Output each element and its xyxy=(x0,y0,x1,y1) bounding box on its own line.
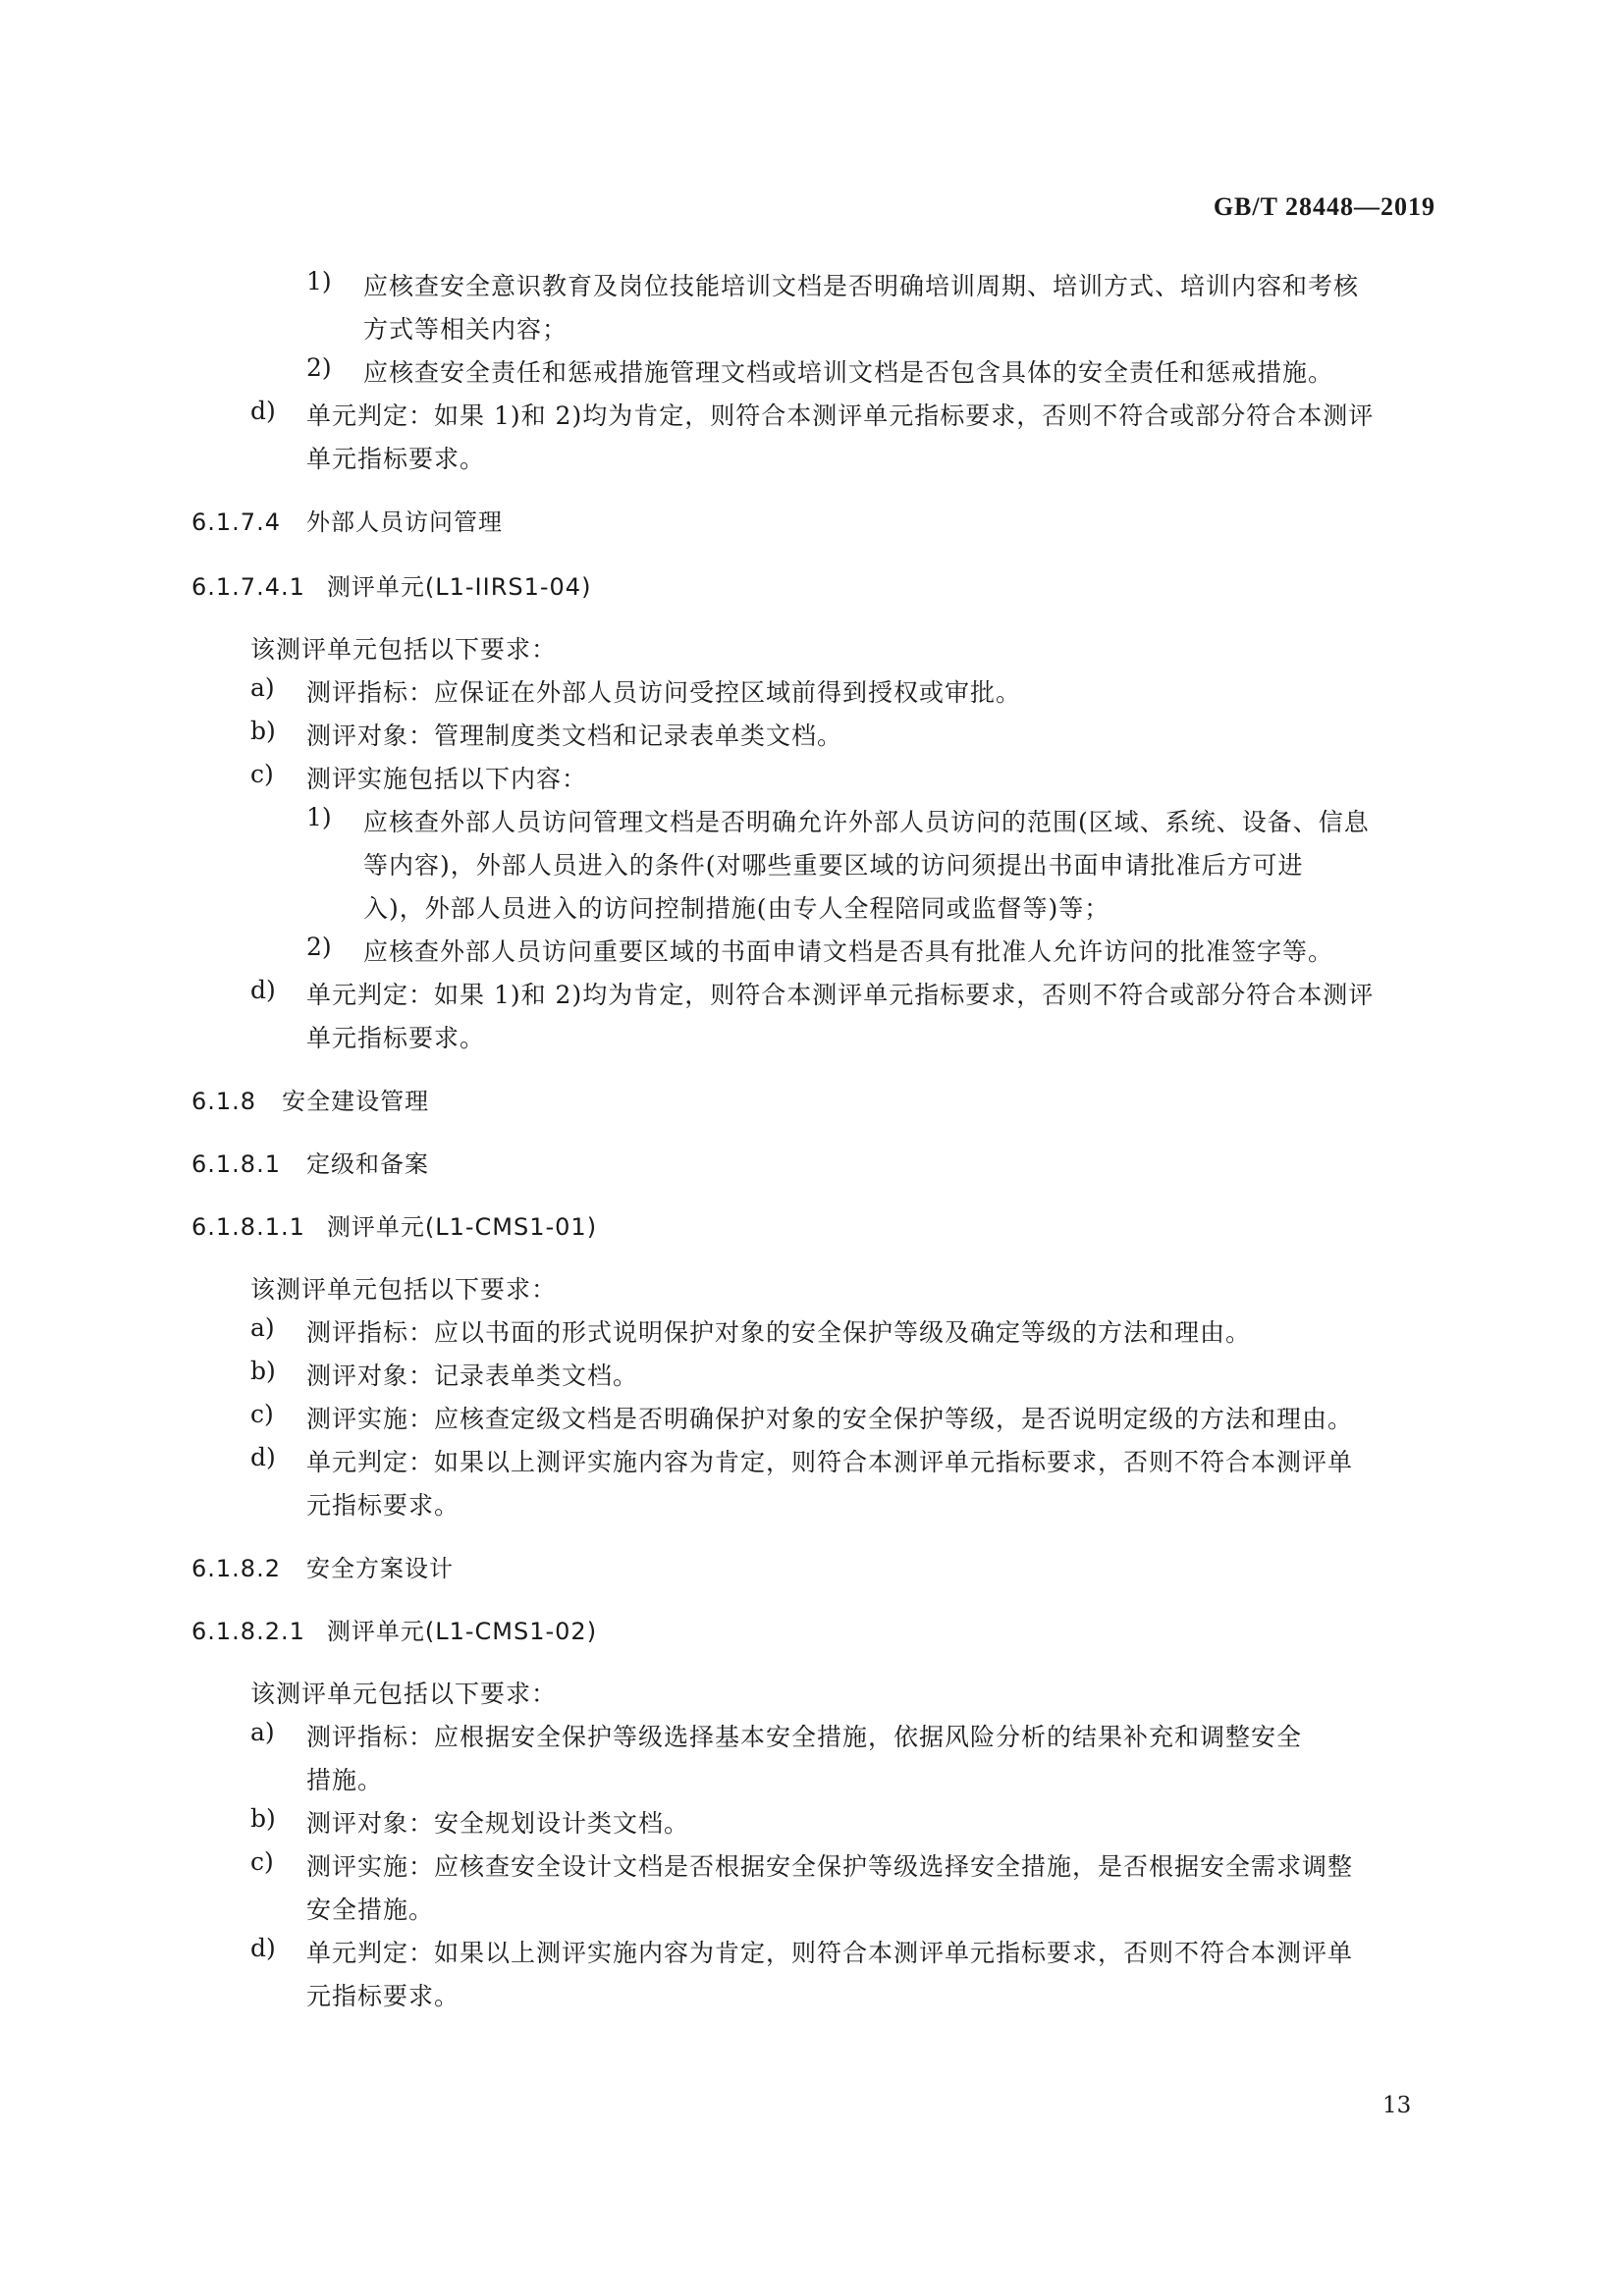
section-heading xyxy=(191,1207,597,1242)
section-number: 6.1.7.4 xyxy=(191,508,281,536)
section-number: 6.1.7.4.1 xyxy=(191,573,305,601)
list-marker: d) xyxy=(250,1443,276,1471)
list-item-text: 单元指标要求。 xyxy=(306,445,486,473)
list-item-text: 应核查外部人员访问管理文档是否明确允许外部人员访问的范围(区域、系统、设备、信息 xyxy=(363,808,1370,836)
list-item-text: 测评对象：记录表单类文档。 xyxy=(306,1362,639,1390)
list-item-text: 测评指标：应以书面的形式说明保护对象的安全保护等级及确定等级的方法和理由。 xyxy=(306,1318,1252,1347)
list-item-text: 元指标要求。 xyxy=(306,1982,460,2010)
list-marker: d) xyxy=(250,397,276,425)
list-item-text: 元指标要求。 xyxy=(306,1491,460,1520)
section-title: 外部人员访问管理 xyxy=(305,508,503,536)
list-item-text: 应核查安全意识教育及岗位技能培训文档是否明确培训周期、培训方式、培训内容和考核 xyxy=(363,272,1360,300)
list-marker: c) xyxy=(250,1400,274,1428)
section-number: 6.1.8.1 xyxy=(191,1150,281,1178)
list-marker: a) xyxy=(250,1718,275,1746)
section-heading xyxy=(191,503,503,537)
paragraph: 该测评单元包括以下要求： xyxy=(250,1275,558,1304)
list-marker: c) xyxy=(250,1847,274,1876)
list-item-text: 测评实施：应核查定级文档是否明确保护对象的安全保护等级，是否说明定级的方法和理由。 xyxy=(306,1405,1354,1433)
section-heading xyxy=(191,1549,454,1583)
section-number: 6.1.8 xyxy=(191,1088,257,1115)
list-item-text: 单元判定：如果以上测评实施内容为肯定，则符合本测评单元指标要求，否则不符合本测评单 xyxy=(306,1939,1354,1967)
section-title: 安全建设管理 xyxy=(282,1088,430,1115)
section-title: 定级和备案 xyxy=(305,1150,429,1178)
standard-number: GB/T 28448—2019 xyxy=(1213,192,1435,221)
section-number: 6.1.8.2.1 xyxy=(191,1618,305,1645)
list-item-text: 应核查外部人员访问重要区域的书面申请文档是否具有批准人允许访问的批准签字等。 xyxy=(363,937,1334,966)
list-marker: d) xyxy=(250,1934,276,1962)
section-number: 6.1.8.1.1 xyxy=(191,1213,305,1241)
list-item-text: 措施。 xyxy=(306,1766,384,1794)
list-item-text: 单元判定：如果 1)和 2)均为肯定，则符合本测评单元指标要求，否则不符合或部分符合本测评 xyxy=(306,981,1375,1009)
list-item-text: 单元判定：如果 1)和 2)均为肯定，则符合本测评单元指标要求，否则不符合或部分符合本测评 xyxy=(306,401,1375,430)
page-number: 13 xyxy=(1382,2093,1412,2118)
list-marker: b) xyxy=(250,717,276,745)
list-marker: 2) xyxy=(306,933,332,961)
list-item-text: 测评对象：管理制度类文档和记录表单类文档。 xyxy=(306,721,843,750)
list-item-text: 测评实施包括以下内容： xyxy=(306,765,588,793)
list-marker: 2) xyxy=(306,353,332,382)
section-heading xyxy=(191,1612,597,1646)
section-title: 测评单元(L1-CMS1-02) xyxy=(326,1618,598,1645)
list-item-text: 测评指标：应根据安全保护等级选择基本安全措施，依据风险分析的结果补充和调整安全 xyxy=(306,1723,1303,1751)
list-item-text: 单元判定：如果以上测评实施内容为肯定，则符合本测评单元指标要求，否则不符合本测评单 xyxy=(306,1448,1354,1476)
section-heading xyxy=(191,567,591,602)
list-item-text: 测评指标：应保证在外部人员访问受控区域前得到授权或审批。 xyxy=(306,678,1022,707)
list-marker: 1) xyxy=(306,803,332,831)
list-item-text: 入)，外部人员进入的访问控制措施(由专人全程陪同或监督等)等； xyxy=(363,894,1110,923)
list-item-text: 单元指标要求。 xyxy=(306,1024,486,1052)
list-item-text: 测评实施：应核查安全设计文档是否根据安全保护等级选择安全措施，是否根据安全需求调整 xyxy=(306,1852,1354,1881)
list-item-text: 安全措施。 xyxy=(306,1896,435,1924)
list-marker: a) xyxy=(250,1313,275,1342)
section-title: 测评单元(L1-CMS1-01) xyxy=(326,1213,598,1241)
list-marker: 1) xyxy=(306,267,332,295)
list-marker: b) xyxy=(250,1804,276,1833)
section-heading xyxy=(191,1082,429,1116)
section-title: 测评单元(L1-IIRS1-04) xyxy=(326,573,592,601)
section-number: 6.1.8.2 xyxy=(191,1555,281,1582)
list-marker: d) xyxy=(250,976,276,1004)
section-heading xyxy=(191,1145,429,1179)
list-item-text: 方式等相关内容； xyxy=(363,315,568,344)
list-item-text: 测评对象：安全规划设计类文档。 xyxy=(306,1809,690,1838)
list-item-text: 等内容)，外部人员进入的条件(对哪些重要区域的访问须提出书面申请批准后方可进 xyxy=(363,851,1304,880)
paragraph: 该测评单元包括以下要求： xyxy=(250,1680,558,1708)
paragraph: 该测评单元包括以下要求： xyxy=(250,635,558,664)
section-title: 安全方案设计 xyxy=(305,1555,454,1582)
list-item-text: 应核查安全责任和惩戒措施管理文档或培训文档是否包含具体的安全责任和惩戒措施。 xyxy=(363,358,1334,387)
list-marker: a) xyxy=(250,673,275,702)
list-marker: b) xyxy=(250,1357,276,1385)
list-marker: c) xyxy=(250,760,274,788)
